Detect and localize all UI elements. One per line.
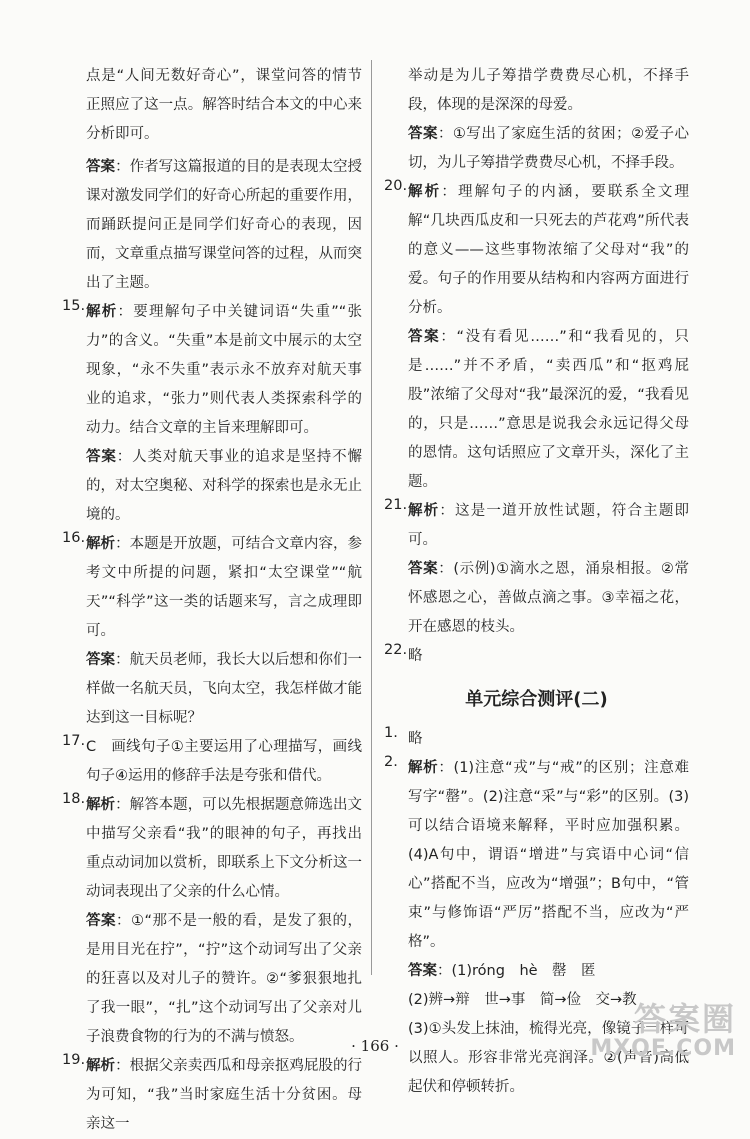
analysis-label: 解析: [408, 760, 439, 776]
section-title: 单元综合测评(二): [465, 689, 608, 710]
answer-label: 答案: [408, 561, 439, 577]
left-column: [62, 62, 362, 1139]
answer-label: 答案: [408, 329, 441, 345]
question-number: 1.: [384, 725, 398, 741]
q19-analysis-tail: 举动是为儿子筹措学费费尽心机，不择手段，体现的是深深的母爱。: [408, 68, 689, 113]
question-number: 16.: [62, 530, 86, 546]
question-number: 18.: [62, 791, 86, 807]
answer-label: 答案: [86, 913, 116, 929]
page-number: · 166 ·: [351, 1037, 399, 1055]
watermark: [590, 1001, 736, 1061]
q18-analysis: 解析：解答本题，可以先根据题意筛选出文中描写父亲看“我”的眼神的句子，再找出重点动词加以赏析，即联系上下文分析这一动词表现出了父亲的什么心情。: [86, 797, 363, 900]
answer-label: 答案: [86, 159, 116, 175]
q19-analysis: 解析：根据父亲卖西瓜和母亲抠鸡屁股的行为可知，“我”当时家庭生活十分贫困。母亲这一: [86, 1058, 363, 1132]
s1-text: 略: [408, 731, 423, 747]
q19-answer: 答案：①写出了家庭生活的贫困；②爱子心切，为儿子筹措学费费尽心机，不择手段。: [408, 126, 690, 171]
s2-answer-line3: (3)①头发上抹油，梳得光亮，像镜子一样可以照人。形容非常光亮润泽。②(声音)高低起伏和停顿转折。: [408, 1021, 689, 1095]
question-22: [384, 642, 689, 671]
analysis-label: 解析: [86, 304, 118, 320]
q20-analysis: 解析：理解句子的内涵，要联系全文理解“几块西瓜皮和一只死去的芦花鸡”所代表的意义——这些事物浓缩了父母对“我”的爱。句子的作用要从结构和内容两方面进行分析。: [408, 184, 689, 316]
q15-analysis: 解析：要理解句子中关键词语“失重”“张力”的含义。“失重”本是前文中展示的太空现象，“永不失重”表示永不放弃对航天事业的追求，“张力”则代表人类探索科学的动力。结合文章的主旨来理解即可。: [86, 304, 362, 436]
q17-text: C 画线句子①主要运用了心理描写，画线句子④运用的修辞手法是夸张和借代。: [86, 739, 362, 784]
q14-answer: 答案：作者写这篇报道的目的是表现太空授课对激发同学们的好奇心所起的重要作用，而踊跃提问正是同学们好奇心的表现，因而，文章重点描写课堂问答的过程，从而突出了主题。: [86, 159, 363, 291]
analysis-label: 解析: [408, 503, 440, 519]
question-15: [62, 298, 362, 530]
analysis-label: 解析: [86, 536, 116, 552]
q19-continuation: [384, 62, 689, 178]
question-number: 2.: [384, 754, 398, 770]
answer-label: 答案: [86, 449, 117, 465]
s2-answer: 答案：(1)róng hè 罄 匿: [408, 963, 596, 979]
watermark-url: MXQE.COM: [590, 1036, 736, 1061]
q16-answer: 答案：航天员老师，我长大以后想和你们一样做一名航天员，飞向太空，我怎样做才能达到这一目标呢？: [86, 652, 363, 726]
column-divider: [371, 60, 372, 975]
q15-answer: 答案：人类对航天事业的追求是坚持不懈的，对太空奥秘、对科学的探索也是永无止境的。: [86, 449, 362, 523]
s2-analysis: 解析：(1)注意“戎”与“戒”的区别；注意难写字“罄”。(2)注意“采”与“彩”的区别。(3)可以结合语境来解释，平时应加强积累。(4)A句中，谓语“增进”与宾语中心词“信心”搭配不当，应改为“增强”；B句中，“管束”与修饰语“严厉”搭配不当，应改为“严格”。: [408, 760, 689, 950]
question-number: 17.: [62, 733, 86, 749]
analysis-label: 解析: [86, 1058, 116, 1074]
q22-text: 略: [408, 648, 423, 664]
question-number: 15.: [62, 298, 86, 314]
question-16: [62, 530, 362, 733]
answer-label: 答案: [86, 652, 116, 668]
question-number: 21.: [384, 497, 408, 513]
question-number: 19.: [62, 1052, 86, 1068]
section-question-1: [384, 725, 689, 754]
question-17: [62, 733, 362, 791]
question-number: 20.: [384, 178, 408, 194]
question-18: [62, 791, 362, 1052]
analysis-label: 解析: [86, 797, 116, 813]
question-number: 22.: [384, 642, 408, 658]
q20-answer: 答案：“没有看见……”和“我看见的，只是……”并不矛盾，“卖西瓜”和“抠鸡屁股”浓缩了父母对“我”最深沉的爱，“我看见的，只是……”意思是说我会永远记得父母的恩情。这句话照应了文章开头，深化了主题。: [408, 329, 689, 490]
answer-label: 答案: [408, 963, 437, 979]
q21-analysis: 解析：这是一道开放性试题，符合主题即可。: [408, 503, 690, 548]
s2-answer-line2: (2)辨→辩 世→事 简→俭 交→教: [408, 992, 637, 1008]
q14-analysis-tail: 点是“人间无数好奇心”，课堂问答的情节正照应了这一点。解答时结合本文的中心来分析即可。: [86, 68, 362, 142]
question-20: [384, 178, 689, 497]
question-19: [62, 1052, 362, 1139]
question-21: [384, 497, 689, 642]
q18-answer: 答案：①“那不是一般的看，是发了狠的，是用目光在拧”，“拧”这个动词写出了父亲的狂喜以及对儿子的赞许。②“爹狠狠地扎了我一眼”，“扎”这个动词写出了父亲对儿子浪费食物的行为的不满与愤怒。: [86, 913, 362, 1045]
q16-analysis: 解析：本题是开放题，可结合文章内容，参考文中所提的问题，紧扣“太空课堂”“航天”“科学”这一类的话题来写，言之成理即可。: [86, 536, 363, 639]
watermark-logo: 答案圈: [633, 1000, 736, 1038]
q14-continuation: [62, 62, 362, 298]
q21-answer: 答案：(示例)①滴水之恩，涌泉相报。②常怀感恩之心，善做点滴之事。③幸福之花，开在感恩的枝头。: [408, 561, 690, 635]
answer-label: 答案: [408, 126, 438, 142]
analysis-label: 解析: [408, 184, 442, 200]
right-column: [384, 62, 689, 1102]
